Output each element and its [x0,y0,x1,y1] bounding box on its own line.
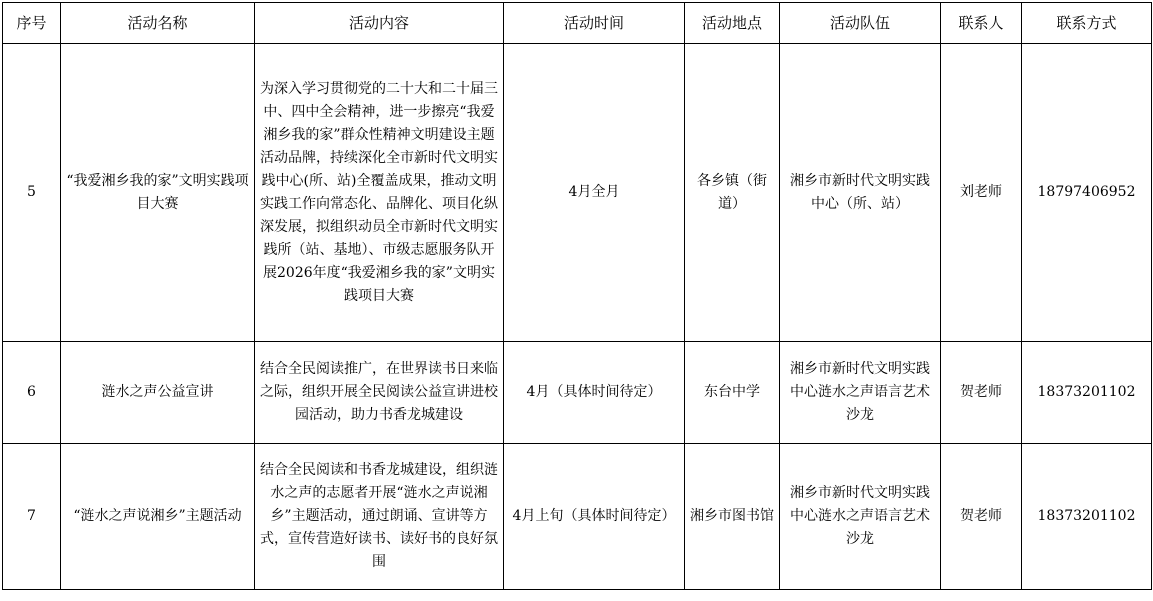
cell-contact: 刘老师 [941,44,1022,342]
cell-time: 4月（具体时间待定） [504,342,685,444]
header-content: 活动内容 [255,3,504,44]
header-name: 活动名称 [61,3,255,44]
cell-time: 4月全月 [504,44,685,342]
header-team: 活动队伍 [780,3,941,44]
table-row [3,44,1152,342]
cell-place: 东台中学 [685,342,780,444]
cell-name: “涟水之声说湘乡”主题活动 [61,444,255,590]
header-no: 序号 [3,3,61,44]
table-row [3,342,1152,444]
header-time: 活动时间 [504,3,685,44]
table-row [3,444,1152,590]
header-row [3,3,1152,44]
header-contact: 联系人 [941,3,1022,44]
cell-time: 4月上旬（具体时间待定） [504,444,685,590]
cell-no: 5 [3,44,61,342]
header-phone: 联系方式 [1022,3,1152,44]
cell-place: 湘乡市图书馆 [685,444,780,590]
cell-content: 结合全民阅读推广，在世界读书日来临之际，组织开展全民阅读公益宣讲进校园活动，助力书香龙城建设 [255,342,504,444]
cell-phone: 18797406952 [1022,44,1152,342]
cell-team: 湘乡市新时代文明实践中心（所、站） [780,44,941,342]
cell-team: 湘乡市新时代文明实践中心涟水之声语言艺术沙龙 [780,444,941,590]
cell-content: 为深入学习贯彻党的二十大和二十届三中、四中全会精神，进一步擦亮“我爱湘乡我的家”群众性精神文明建设主题活动品牌，持续深化全市新时代文明实践中心(所、站)全覆盖成果，推动文明实践工作向常态化、品牌化、项目化纵深发展，拟组织动员全市新时代文明实践所（站、基地）、市级志愿服务队开展2026年度“我爱湘乡我的家”文明实践项目大赛 [255,44,504,342]
activity-table [2,2,1152,590]
cell-contact: 贺老师 [941,342,1022,444]
cell-name: “我爱湘乡我的家”文明实践项目大赛 [61,44,255,342]
cell-no: 6 [3,342,61,444]
cell-team: 湘乡市新时代文明实践中心涟水之声语言艺术沙龙 [780,342,941,444]
cell-phone: 18373201102 [1022,342,1152,444]
cell-no: 7 [3,444,61,590]
header-place: 活动地点 [685,3,780,44]
cell-name: 涟水之声公益宣讲 [61,342,255,444]
cell-place: 各乡镇（街道） [685,44,780,342]
cell-content: 结合全民阅读和书香龙城建设，组织涟水之声的志愿者开展“涟水之声说湘乡”主题活动，通过朗诵、宣讲等方式，宣传营造好读书、读好书的良好氛围 [255,444,504,590]
cell-contact: 贺老师 [941,444,1022,590]
cell-phone: 18373201102 [1022,444,1152,590]
